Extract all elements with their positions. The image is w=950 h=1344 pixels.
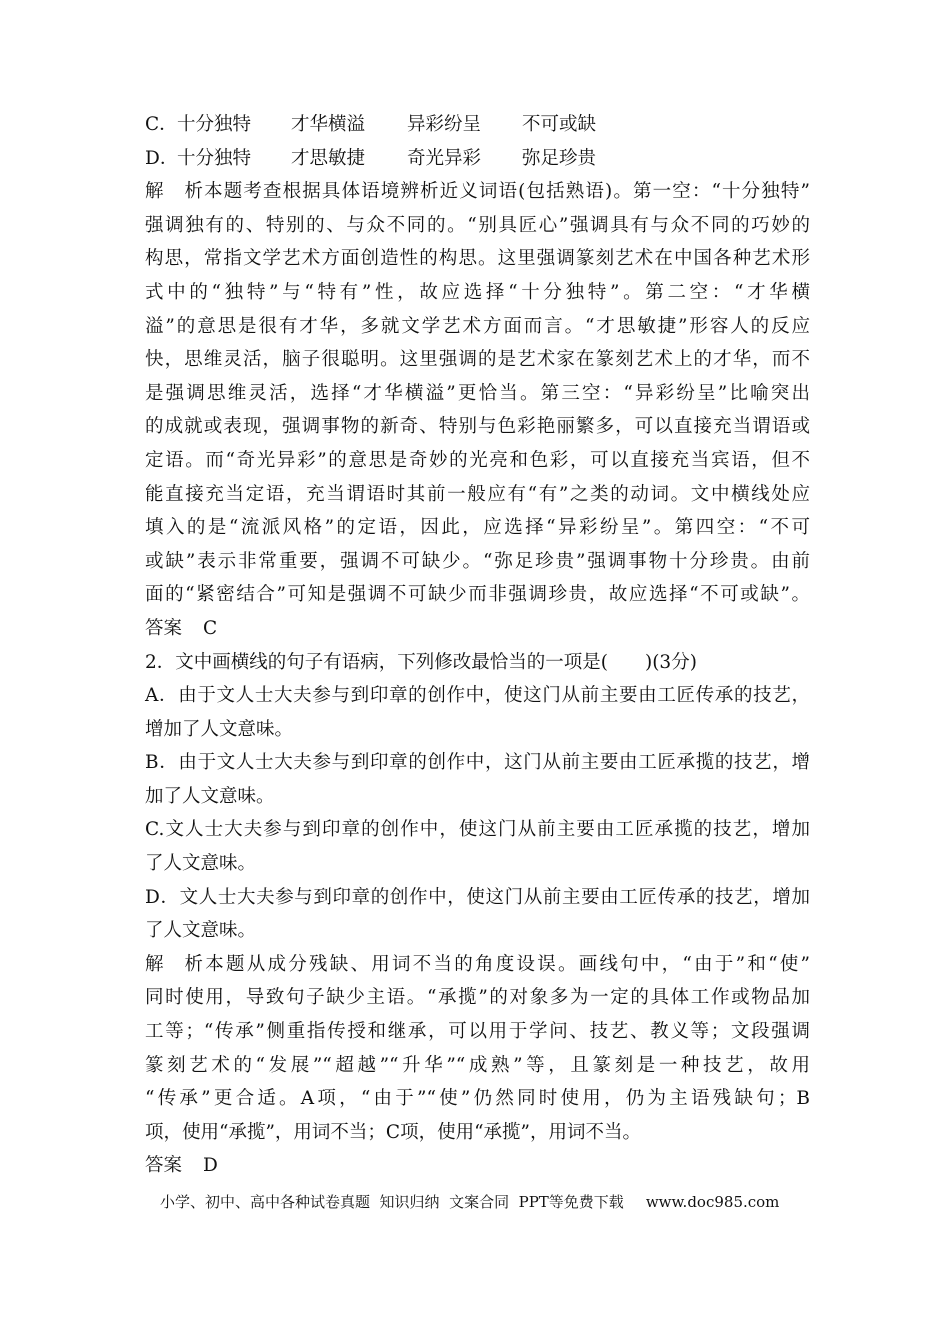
option-line: B．由于文人士大夫参与到印章的创作中，这门从前主要由工匠承揽的技艺，增	[145, 752, 810, 774]
option-c	[145, 108, 810, 142]
analysis-line: “传承”更合适。A项，“由于”“使”仍然同时使用，仍为主语残缺句；B	[145, 1088, 810, 1110]
q2-option-b	[145, 746, 810, 813]
footer-site: www.doc985.com	[645, 1193, 780, 1211]
analysis-line: 溢”的意思是很有才华，多就文学艺术方面而言。“才思敏捷”形容人的反应	[145, 315, 810, 337]
analysis-line: 式中的“独特”与“特有”性，故应选择“十分独特”。第二空：“才华横	[145, 281, 810, 303]
option-letter: D．	[145, 147, 179, 169]
analysis-line: 定语。而“奇光异彩”的意思是奇妙的光亮和色彩，可以直接充当宾语，但不	[145, 449, 810, 471]
q2-option-a	[145, 679, 810, 746]
option-line: 了人文意味。	[145, 853, 257, 875]
analysis-line: 解析本题从成分残缺、用词不当的角度设误。画线句中，“由于”和“使”	[145, 948, 810, 982]
answer-label: 答案	[145, 617, 183, 639]
analysis-label: 解析	[145, 953, 203, 975]
option-d	[145, 142, 810, 176]
analysis-line: 构思，常指文学艺术方面创造性的构思。这里强调篆刻艺术在中国各种艺术形	[145, 248, 810, 270]
option-word: 不可或缺	[522, 114, 597, 135]
analysis-line: 强调独有的、特别的、与众不同的。“别具匠心”强调具有与众不同的巧妙的	[145, 214, 810, 236]
analysis-line: 或缺”表示非常重要，强调不可缺少。“弥足珍贵”强调事物十分珍贵。由前	[145, 550, 810, 572]
option-line: A．由于文人士大夫参与到印章的创作中，使这门从前主要由工匠传承的技艺，	[145, 685, 810, 707]
option-line: 增加了人文意味。	[145, 718, 294, 740]
option-word: 异彩纷呈	[407, 114, 482, 135]
q2-stem: 2．文中画横线的句子有语病，下列修改最恰当的一项是( )(3分)	[145, 651, 697, 673]
answer-value: C	[203, 617, 218, 639]
footer-text: 小学、初中、高中各种试卷真题 知识归纳 文案合同 PPT等免费下载	[160, 1193, 624, 1211]
option-line: 加了人文意味。	[145, 785, 275, 807]
q2-option-c	[145, 813, 810, 880]
analysis-line: 快，思维灵活，脑子很聪明。这里强调的是艺术家在篆刻艺术上的才华，而不	[145, 349, 810, 371]
analysis-line: 同时使用，导致句子缺少主语。“承揽”的对象多为一定的具体工作或物品加	[145, 987, 810, 1009]
q1-answer	[145, 612, 810, 646]
document-page	[145, 108, 810, 1183]
answer-label: 答案	[145, 1155, 183, 1177]
q2-answer	[145, 1149, 810, 1183]
option-word: 才思敏捷	[291, 147, 366, 169]
analysis-line: 的成就或表现，强调事物的新奇、特别与色彩艳丽繁多，可以直接充当谓语或	[145, 416, 810, 438]
option-line: D．文人士大夫参与到印章的创作中，使这门从前主要由工匠传承的技艺，增加	[145, 886, 810, 908]
footer	[160, 1192, 779, 1212]
analysis-line: 面的“紧密结合”可知是强调不可缺少而非强调珍贵，故应选择“不可或缺”。	[145, 584, 810, 606]
q2-analysis	[145, 948, 810, 1150]
analysis-line: 填入的是“流派风格”的定语，因此，应选择“异彩纷呈”。第四空：“不可	[145, 517, 810, 539]
option-word: 弥足珍贵	[522, 147, 597, 169]
option-letter: C．	[145, 114, 178, 135]
option-word: 十分独特	[177, 114, 252, 135]
option-line: C.文人士大夫参与到印章的创作中，使这门从前主要由工匠承揽的技艺，增加	[145, 819, 810, 841]
q2-option-d	[145, 881, 810, 948]
analysis-line: 是强调思维灵活，选择“才华横溢”更恰当。第三空：“异彩纷呈”比喻突出	[145, 382, 810, 404]
analysis-line: 工等；“传承”侧重指传授和继承，可以用于学问、技艺、教义等；文段强调	[145, 1021, 810, 1043]
answer-value: D	[203, 1155, 218, 1177]
analysis-line: 项，使用“承揽”，用词不当；C项，使用“承揽”，用词不当。	[145, 1121, 641, 1143]
analysis-label: 解析	[145, 181, 203, 203]
analysis-line: 能直接充当定语，充当谓语时其前一般应有“有”之类的动词。文中横线处应	[145, 483, 810, 505]
q1-analysis	[145, 175, 810, 612]
option-word: 才华横溢	[291, 114, 366, 135]
analysis-line: 解析本题考查根据具体语境辨析近义词语(包括熟语)。第一空：“十分独特”	[145, 175, 810, 209]
analysis-line: 篆刻艺术的“发展”“超越”“升华”“成熟”等，且篆刻是一种技艺，故用	[145, 1054, 810, 1076]
option-line: 了人文意味。	[145, 920, 257, 942]
option-word: 奇光异彩	[407, 147, 482, 169]
option-word: 十分独特	[177, 147, 252, 169]
